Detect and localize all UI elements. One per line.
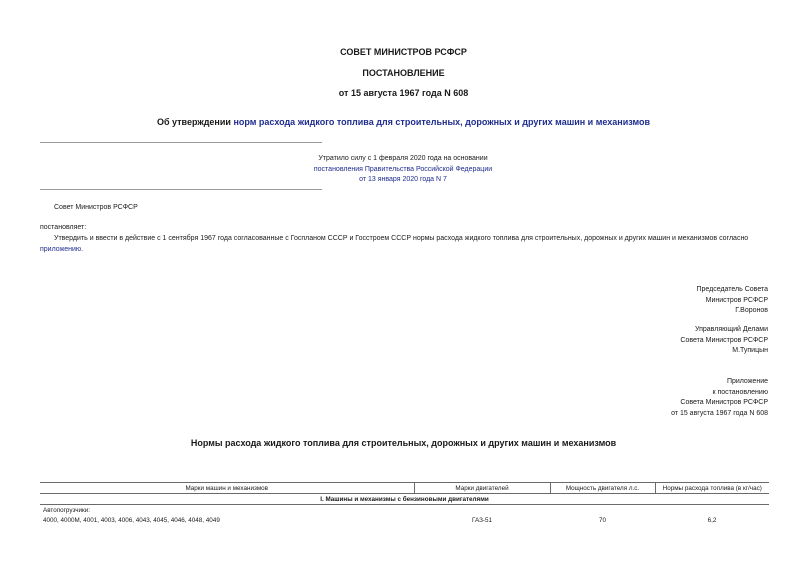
signature-role: Управляющий Делами [694, 326, 768, 333]
repeal-decree-link[interactable]: постановления Правительства Российской Федерации [313, 165, 493, 173]
signature-role: Совета Министров РСФСР [680, 336, 768, 344]
divider-top [40, 142, 322, 143]
table-row [40, 515, 769, 525]
resolution-text: Утвердить и ввести в действие с 1 сентября 1967 года согласованные с Госпланом СССР и Госстроем СССР нормы расхода жидкого топлива для строительных, дорожных и других машин и механизмов согласно [54, 235, 749, 242]
annex-reference [671, 377, 768, 419]
date-number: от 15 августа 1967 года N 608 [338, 88, 469, 98]
group-title: Автопогрузчики: [43, 506, 91, 514]
resolves-label: постановляет: [40, 224, 87, 231]
title-link[interactable]: норм расхода жидкого топлива для строительных, дорожных и других машин и механизмов [233, 117, 651, 127]
column-header-fuel-rate: Нормы расхода топлива (в кг/час) [655, 483, 769, 494]
norms-title: Нормы расхода жидкого топлива для строительных, дорожных и других машин и механизмов [190, 438, 617, 448]
signature-name: М.Тупицын [732, 347, 768, 354]
column-header-machine-models: Марки машин и механизмов [40, 483, 414, 494]
column-header-engine-power: Мощность двигателя л.с. [550, 483, 655, 494]
signature-role: Министров РСФСР [705, 296, 768, 304]
annex-ref-line: от 15 августа 1967 года N 608 [671, 409, 768, 417]
signature-manager [680, 325, 768, 357]
group-row [40, 505, 769, 516]
signature-name: Г.Воронов [735, 307, 768, 314]
table-header-row [40, 483, 769, 494]
section-row [40, 494, 769, 505]
document-type: ПОСТАНОВЛЕНИЕ [362, 68, 445, 78]
cell-rate: 6,2 [707, 516, 717, 524]
annex-link[interactable]: приложению. [40, 245, 84, 253]
signature-role: Председатель Совета [696, 286, 768, 293]
cell-power: 70 [598, 516, 606, 524]
title-prefix: Об утверждении [156, 117, 231, 127]
status-note [282, 154, 524, 186]
annex-ref-line: к постановлению [712, 388, 768, 396]
column-header-engine-models: Марки двигателей [414, 483, 550, 494]
resolution-paragraph [40, 234, 770, 255]
norms-table [40, 482, 769, 525]
annex-ref-line: Приложение [726, 378, 768, 385]
council-heading: СОВЕТ МИНИСТРОВ РСФСР [340, 47, 467, 57]
cell-machine-models: 4000, 4000М, 4001, 4003, 4006, 4043, 4045, 4046, 4048, 4049 [43, 516, 220, 524]
signature-chairman [696, 285, 768, 317]
status-note-text: Утратило силу с 1 февраля 2020 года на основании [318, 155, 488, 162]
cell-engine: ГАЗ-51 [471, 516, 493, 524]
document-title [0, 117, 807, 127]
annex-ref-line: Совета Министров РСФСР [680, 399, 768, 406]
section-title: I. Машины и механизмы с бензиновыми двигателями [40, 494, 769, 505]
divider-bottom [40, 189, 322, 190]
issuer: Совет Министров РСФСР [54, 204, 138, 211]
repeal-decree-date-link[interactable]: от 13 января 2020 года N 7 [359, 176, 447, 183]
